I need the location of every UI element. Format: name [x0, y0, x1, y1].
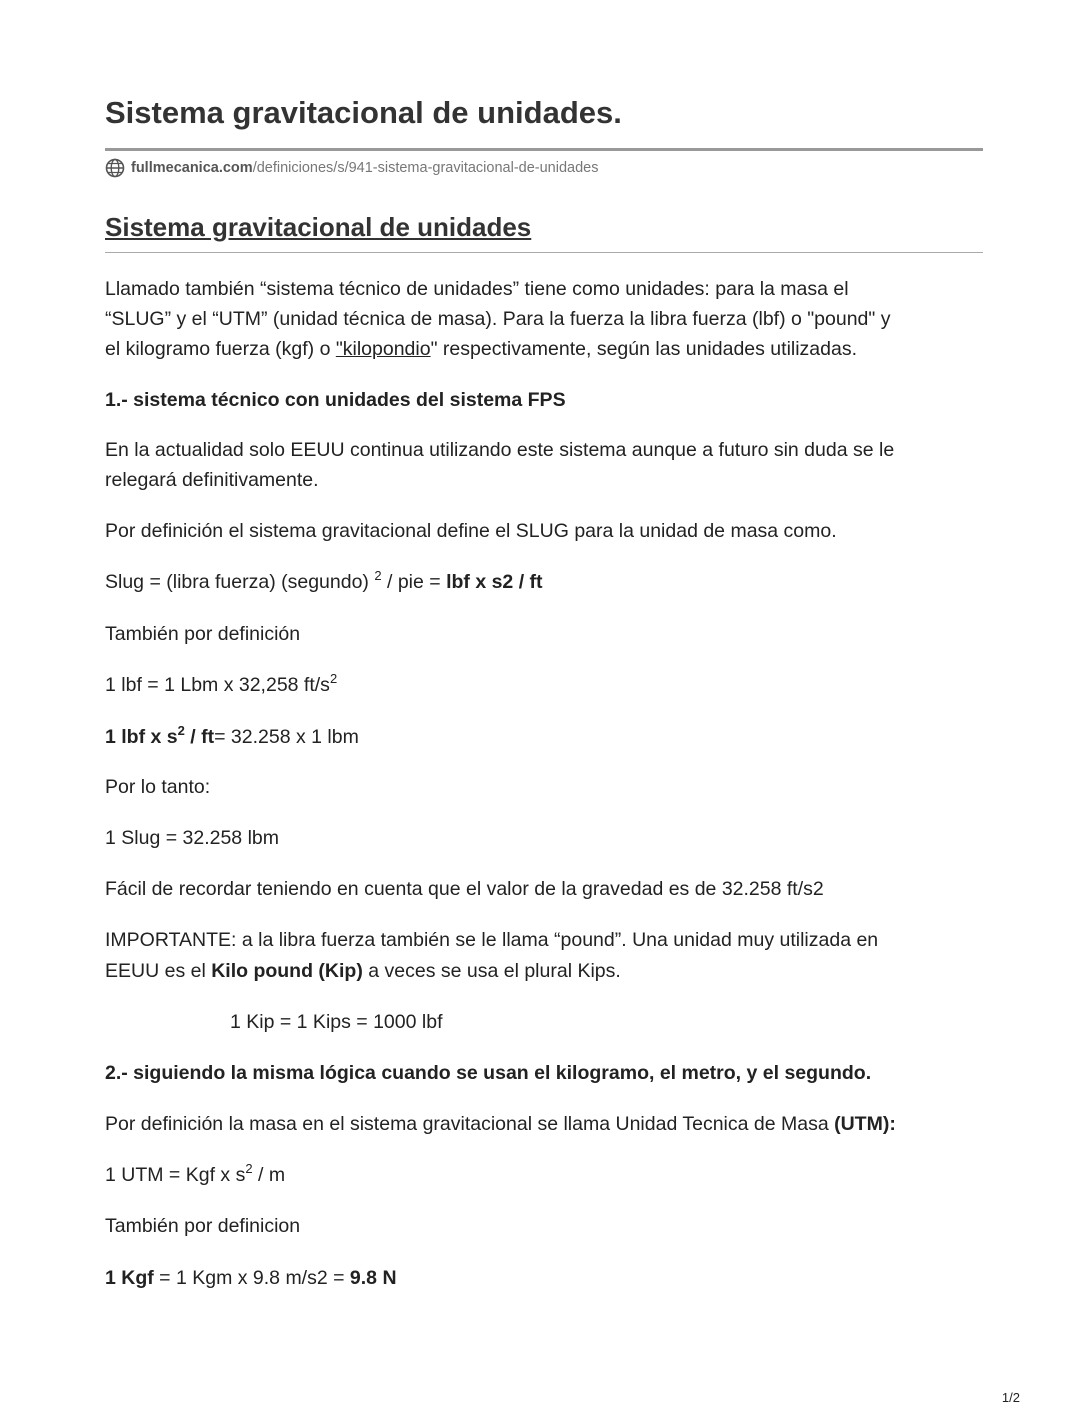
- exponent: 2: [329, 671, 338, 686]
- equation-bold: 1 Kgf: [105, 1267, 154, 1289]
- importante-line-2: [105, 956, 621, 986]
- equation-bold: lbf x s2 / ft: [446, 571, 543, 593]
- slug-equation: [105, 567, 543, 597]
- globe-icon: [105, 158, 125, 178]
- heading-divider: [105, 252, 983, 253]
- por-lo-tanto: Por lo tanto:: [105, 776, 211, 798]
- url-domain: fullmecanica.com: [131, 160, 253, 176]
- utm-equation: [105, 1160, 285, 1190]
- page-title: Sistema gravitacional de unidades.: [105, 95, 622, 130]
- equation-text: = 32.258 x 1 lbm: [214, 726, 359, 748]
- intro-text: el kilogramo fuerza (kgf) o: [105, 338, 336, 360]
- usa-line-2: relegará definitivamente.: [105, 469, 319, 491]
- section-2-heading: 2.- siguiendo la misma lógica cuando se usan el kilogramo, el metro, y el segundo.: [105, 1062, 872, 1084]
- equation-text: Slug = (libra fuerza) (segundo): [105, 571, 375, 593]
- article-heading: Sistema gravitacional de unidades: [105, 212, 532, 242]
- slug-result: 1 Slug = 32.258 lbm: [105, 827, 279, 849]
- intro-line-3: [105, 334, 857, 364]
- equation-bold: 1 lbf x s: [105, 726, 178, 748]
- kgf-equation: [105, 1263, 397, 1293]
- importante-text: EEUU es el: [105, 960, 212, 982]
- intro-line-1: Llamado también “sistema técnico de unidades” tiene como unidades: para la masa el: [105, 278, 849, 300]
- utm-text: Por definición la masa en el sistema gravitacional se llama Unidad Tecnica de Masa: [105, 1113, 835, 1135]
- source-url[interactable]: [105, 157, 598, 179]
- equation-bold: 9.8 N: [349, 1267, 397, 1289]
- tambien-line-2: También por definicion: [105, 1215, 301, 1237]
- page-number: 1/2: [1001, 1390, 1020, 1405]
- exponent: 2: [374, 568, 382, 583]
- lbf-s2-equation: [105, 722, 359, 752]
- section-1-heading: 1.- sistema técnico con unidades del sistema FPS: [105, 389, 566, 411]
- importante-line-1: IMPORTANTE: a la libra fuerza también se le llama “pound”. Una unidad muy utilizada en: [105, 929, 879, 951]
- usa-line-1: En la actualidad solo EEUU continua utilizando este sistema aunque a futuro sin duda se le: [105, 439, 895, 461]
- equation-text: 1 lbf = 1 Lbm x 32,258 ft/s: [105, 674, 330, 696]
- url-path: /definiciones/s/941-sistema-gravitacional-de-unidades: [252, 160, 599, 176]
- equation-text: = 1 Kgm x 9.8 m/s2 =: [153, 1267, 350, 1289]
- importante-text: a veces se usa el plural Kips.: [362, 960, 621, 982]
- gravity-note: Fácil de recordar teniendo en cuenta que el valor de la gravedad es de 32.258 ft/s2: [105, 878, 824, 900]
- slug-definition: Por definición el sistema gravitacional define el SLUG para la unidad de masa como.: [105, 520, 837, 542]
- lbf-equation: [105, 670, 337, 700]
- kip-equation: 1 Kip = 1 Kips = 1000 lbf: [230, 1011, 443, 1033]
- equation-bold: / ft: [184, 726, 215, 748]
- exponent: 2: [177, 723, 185, 738]
- utm-definition: [105, 1109, 896, 1139]
- intro-text: " respectivamente, según las unidades utilizadas.: [430, 338, 858, 360]
- kip-term: Kilo pound (Kip): [211, 960, 363, 982]
- exponent: 2: [245, 1161, 253, 1176]
- title-divider: [105, 148, 983, 151]
- equation-text: 1 UTM = Kgf x s: [105, 1164, 246, 1186]
- utm-term: (UTM):: [834, 1113, 896, 1135]
- kilopondio-link[interactable]: "kilopondio: [335, 338, 431, 360]
- tambien-line-1: También por definición: [105, 623, 301, 645]
- equation-text: / m: [252, 1164, 286, 1186]
- equation-text: / pie =: [381, 571, 447, 593]
- intro-line-2: “SLUG” y el “UTM” (unidad técnica de masa). Para la fuerza la libra fuerza (lbf) o "pound" y: [105, 308, 891, 330]
